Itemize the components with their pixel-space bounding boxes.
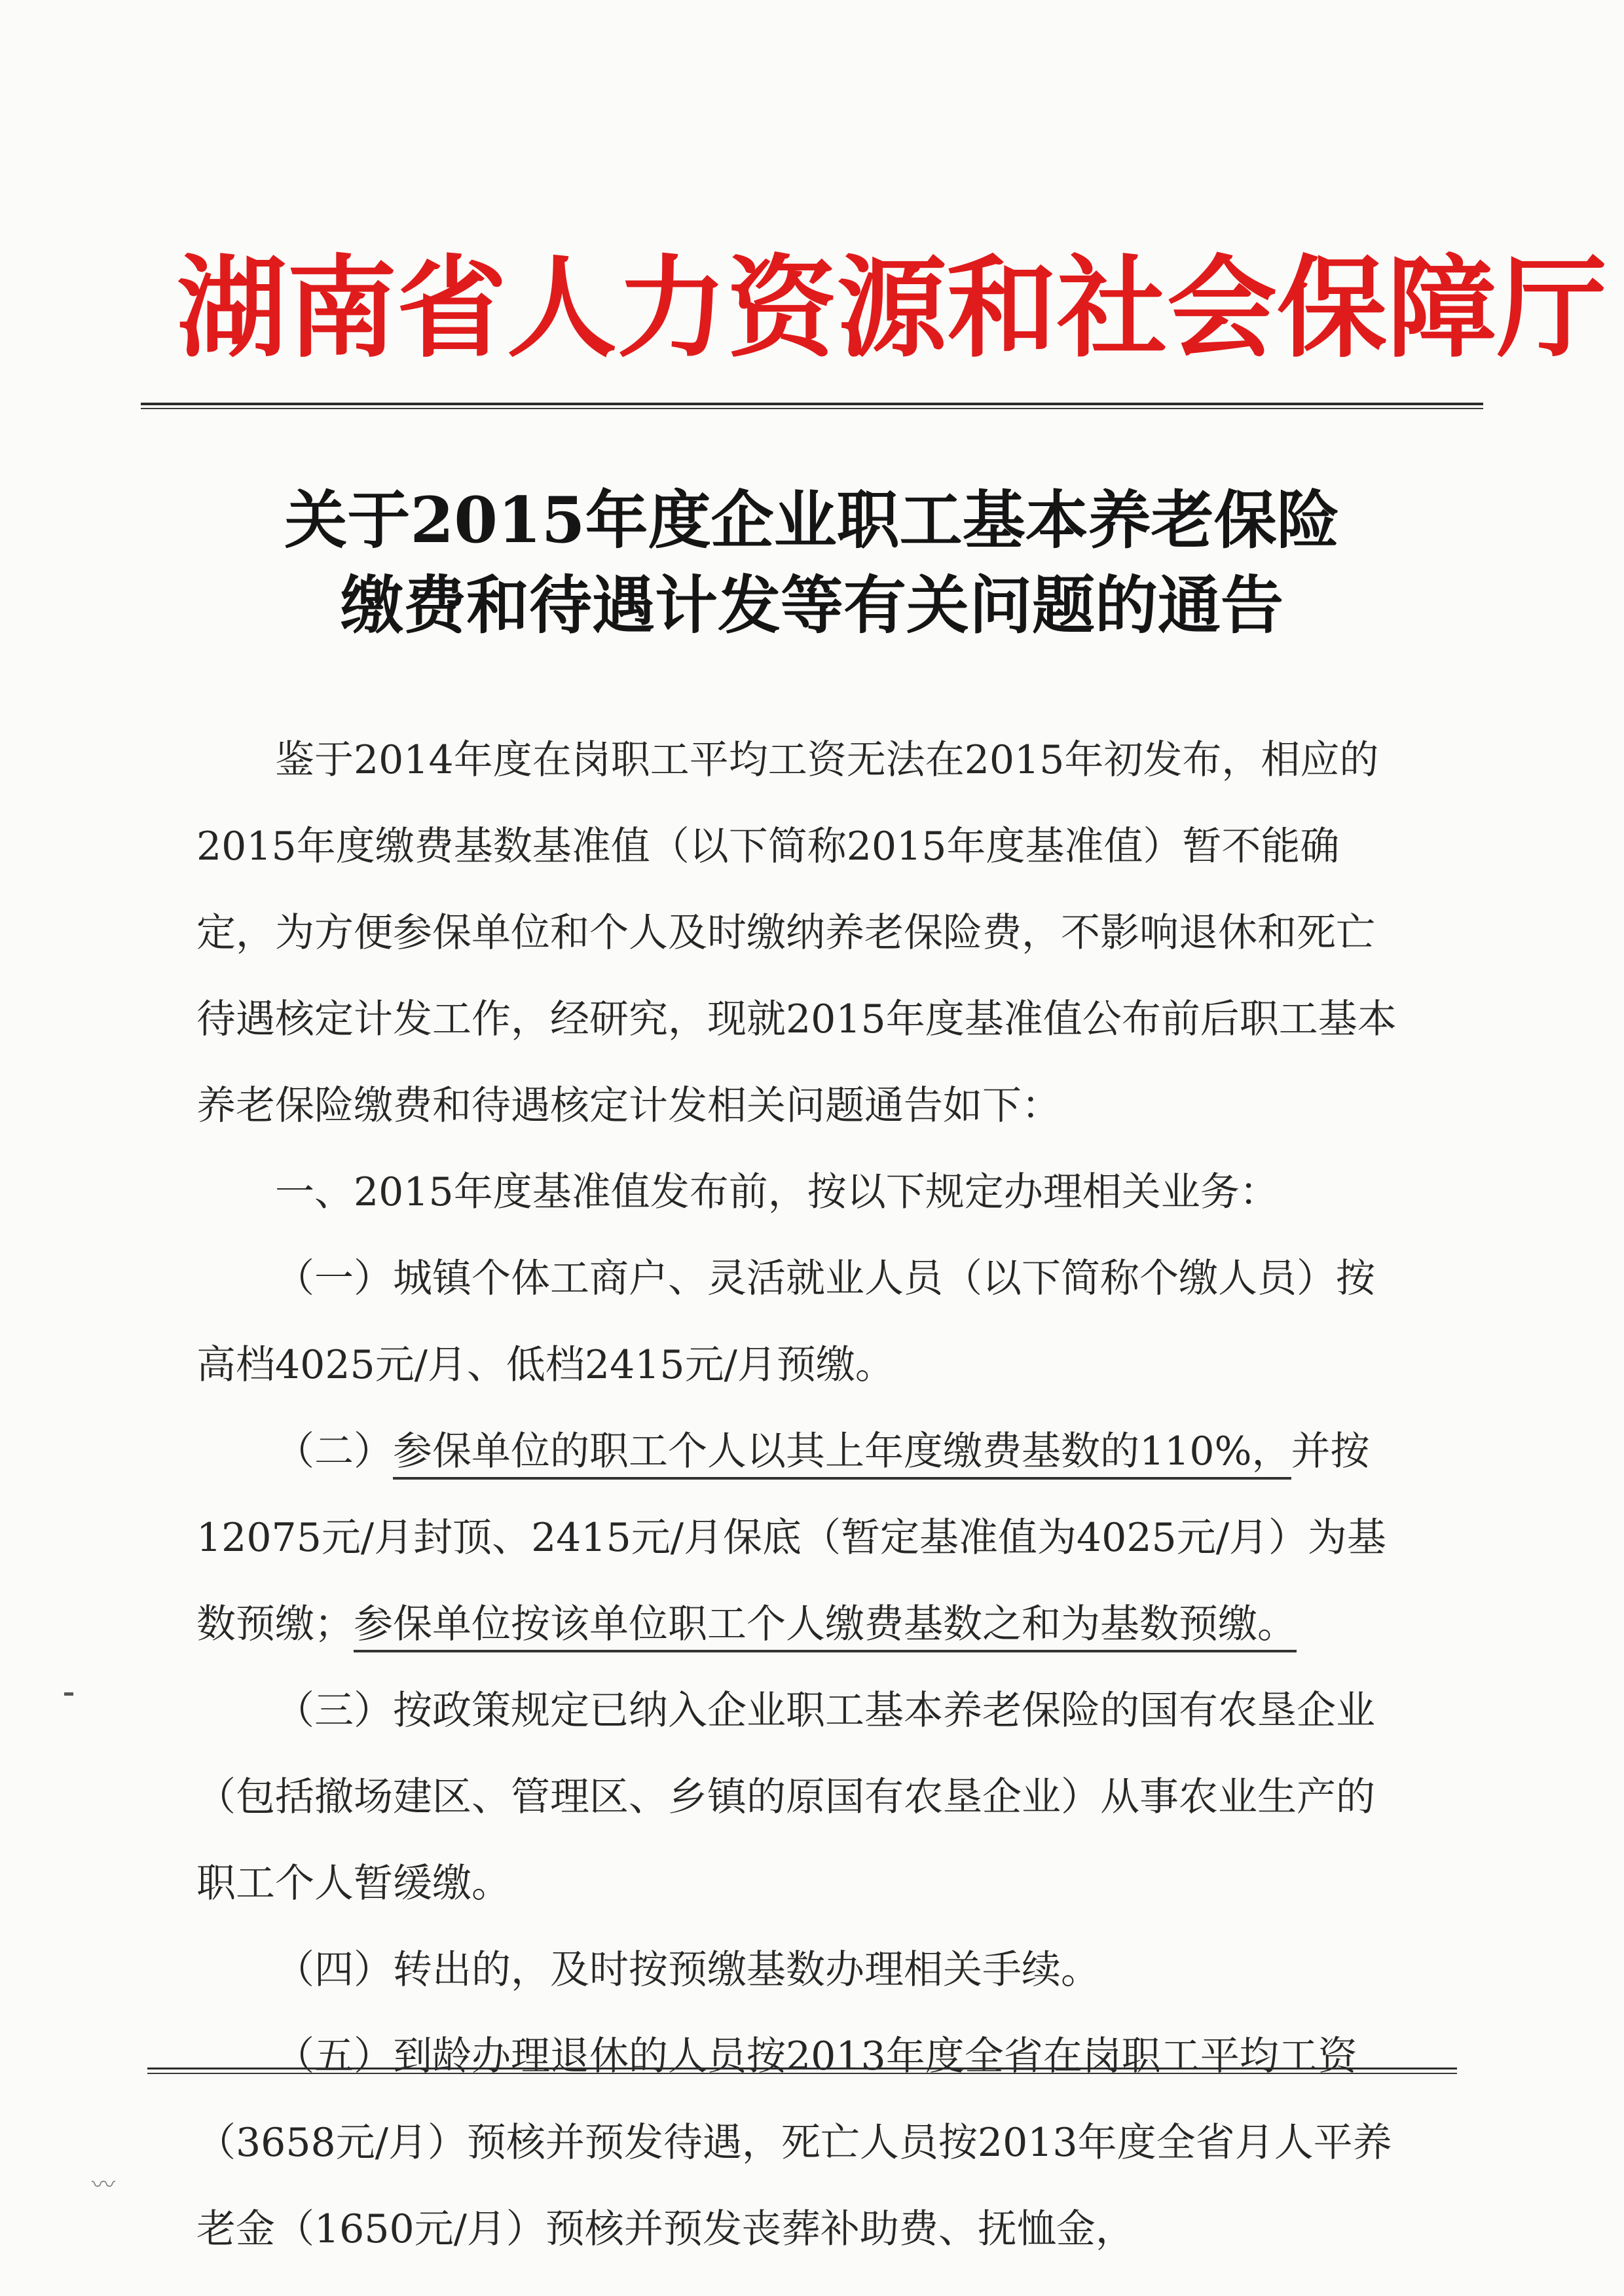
paragraph-item1: （一）城镇个体工商户、灵活就业人员（以下简称个缴人员）按高档4025元/月、低档2415元/月预缴。 xyxy=(196,1256,1375,1388)
item2-underlined-clause2: 参保单位按该单位职工个人缴费基数之和为基数预缴。 xyxy=(354,1601,1297,1652)
paragraph-section1: 一、2015年度基准值发布前，按以下规定办理相关业务： xyxy=(275,1169,1279,1215)
scan-mark: 〰 xyxy=(92,2172,116,2198)
scan-speck xyxy=(64,1692,73,1696)
paragraph-intro: 鉴于2014年度在岗职工平均工资无法在2015年初发布，相应的2015年度缴费基数基准值（以下简称2015年度基准值）暂不能确定，为方便参保单位和个人及时缴纳养老保险费，不影响退休和死亡待遇核定计发工作，经研究，现就2015年度基准值公布前后职工基本养老保险缴费和待遇核定计发相关问题通告如下： xyxy=(196,737,1397,1129)
paragraph-item5: （五）到龄办理退休的人员按2013年度全省在岗职工平均工资（3658元/月）预核并预发待遇，死亡人员按2013年度全省月人平养老金（1650元/月）预核并预发丧葬补助费、抚恤金， xyxy=(196,2033,1392,2252)
footer-rule xyxy=(147,2068,1457,2074)
masthead-rule xyxy=(141,403,1483,409)
paragraph-item3: （三）按政策规定已纳入企业职工基本养老保险的国有农垦企业（包括撤场建区、管理区、乡镇的原国有农垦企业）从事农业生产的职工个人暂缓缴。 xyxy=(196,1688,1375,1906)
document-title-line1: 关于2015年度企业职工基本养老保险 xyxy=(284,483,1340,557)
document-title-line2: 缴费和待遇计发等有关问题的通告 xyxy=(341,568,1283,642)
item2-underlined-clause1: 参保单位的职工个人以其上年度缴费基数的110%， xyxy=(393,1429,1291,1480)
item2-middle: 并按12075元/月封顶、2415元/月保底（暂定基准值为4025元/月）为基数预缴； xyxy=(196,1429,1386,1647)
paragraph-item4: （四）转出的，及时按预缴基数办理相关手续。 xyxy=(275,1947,1100,1993)
item2-prefix: （二） xyxy=(275,1429,393,1474)
document-body xyxy=(196,717,1408,2272)
paragraph-item2 xyxy=(196,1408,1408,1667)
masthead-agency-name: 湖南省人力资源和社会保障厅 xyxy=(177,243,1607,373)
